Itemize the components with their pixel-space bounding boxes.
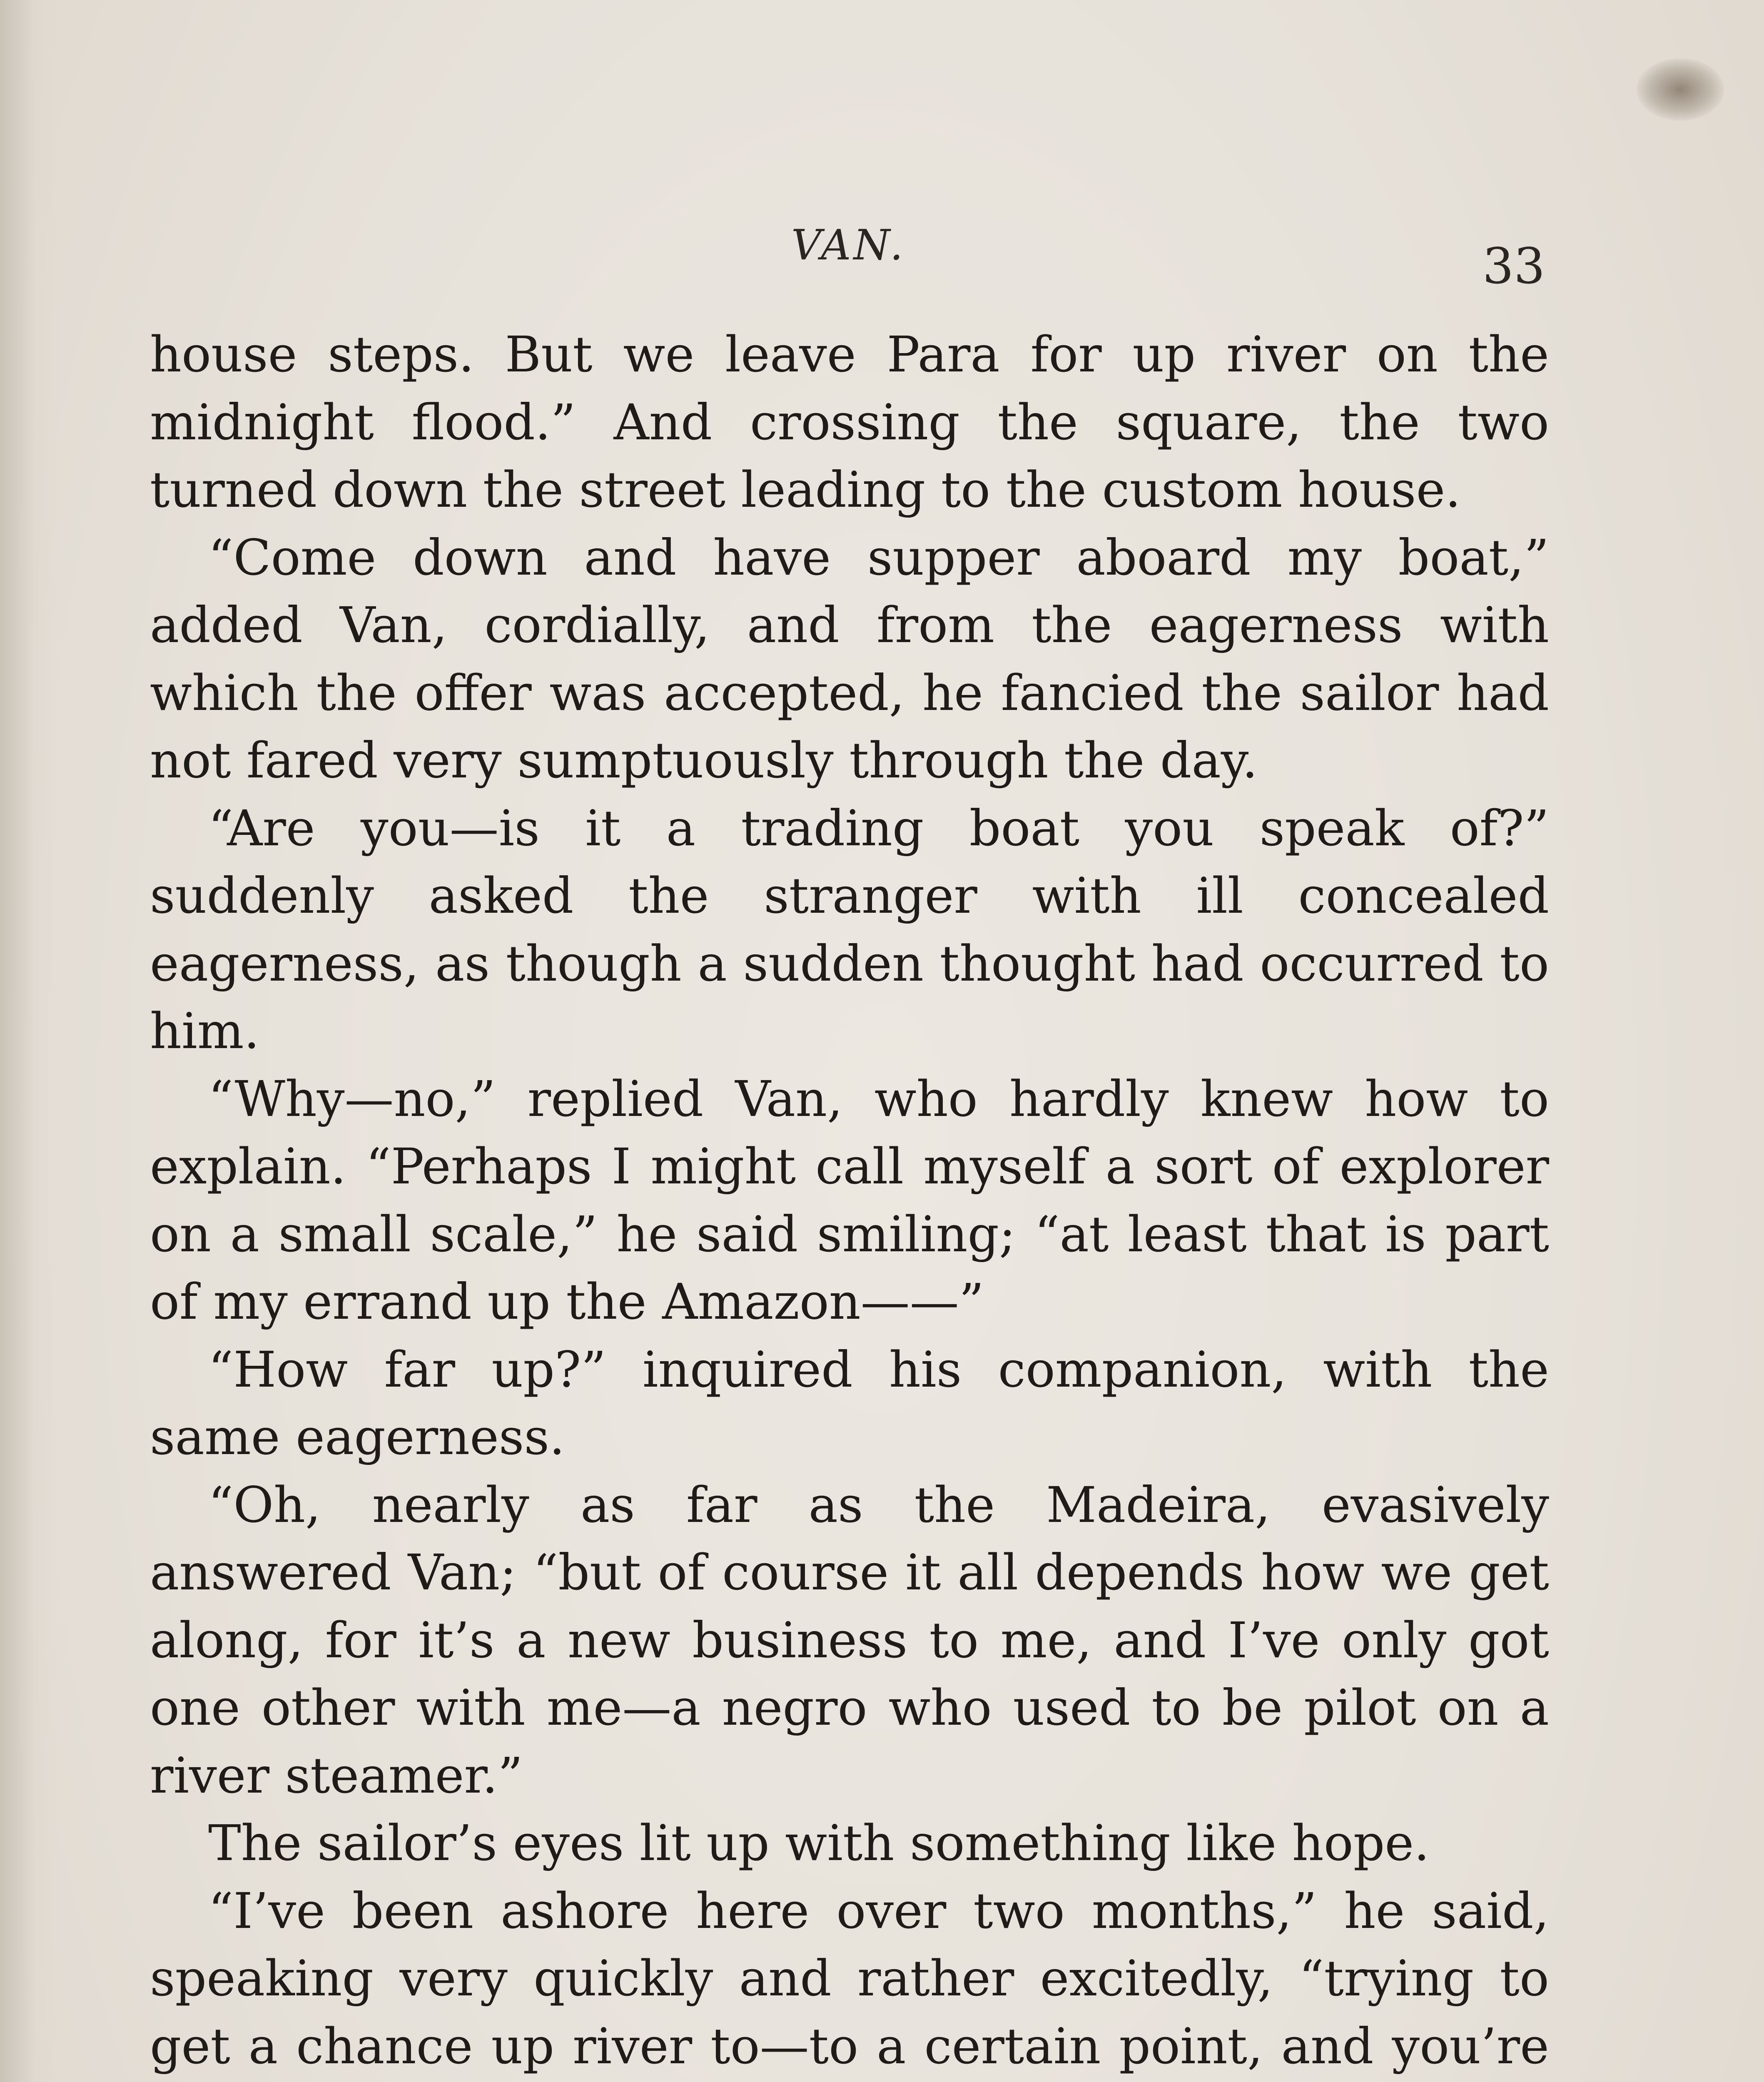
- paragraph-8: “I’ve been ashore here over two months,” he said, speaking very quickly and rather excitedly, “trying to get a chance up river to—to a certain point, and you’re: [150, 1882, 1549, 2075]
- stain-top-right: [1637, 58, 1724, 121]
- paragraph-6: “Oh, nearly as far as the Madeira, evasively answered Van; “but of course it all depends how we get along, for it’s a new business to me, and I’ve only got one other with me—a negro who used to be pilot on a river steamer.”: [150, 1476, 1549, 1804]
- gutter-shadow: [0, 0, 58, 2082]
- paragraph-2: “Come down and have supper aboard my boat,” added Van, cordially, and from the eagerness with which the offer was accepted, he fancied the sailor had not fared very sumptuously through the day.: [150, 528, 1549, 789]
- paragraph-5: “How far up?” inquired his companion, with the same eagerness.: [150, 1340, 1549, 1466]
- paragraph-1: house steps. But we leave Para for up river on the midnight flood.” And crossing the square, the two turned down the street leading to the custom house.: [150, 326, 1549, 518]
- running-title: VAN.: [791, 221, 906, 269]
- page-number: 33: [1482, 237, 1545, 295]
- body-text: [150, 321, 1549, 2082]
- paragraph-7: The sailor’s eyes lit up with something like hope.: [208, 1814, 1430, 1872]
- paragraph-3: “Are you—is it a trading boat you speak of?” suddenly asked the stranger with ill concealed eagerness, as though a sudden thought had occurred to him.: [150, 799, 1549, 1060]
- paragraph-4: “Why—no,” replied Van, who hardly knew how to explain. “Perhaps I might call myself a sort of explorer on a small scale,” he said smiling; “at least that is part of my errand up the Amazon——”: [150, 1070, 1549, 1330]
